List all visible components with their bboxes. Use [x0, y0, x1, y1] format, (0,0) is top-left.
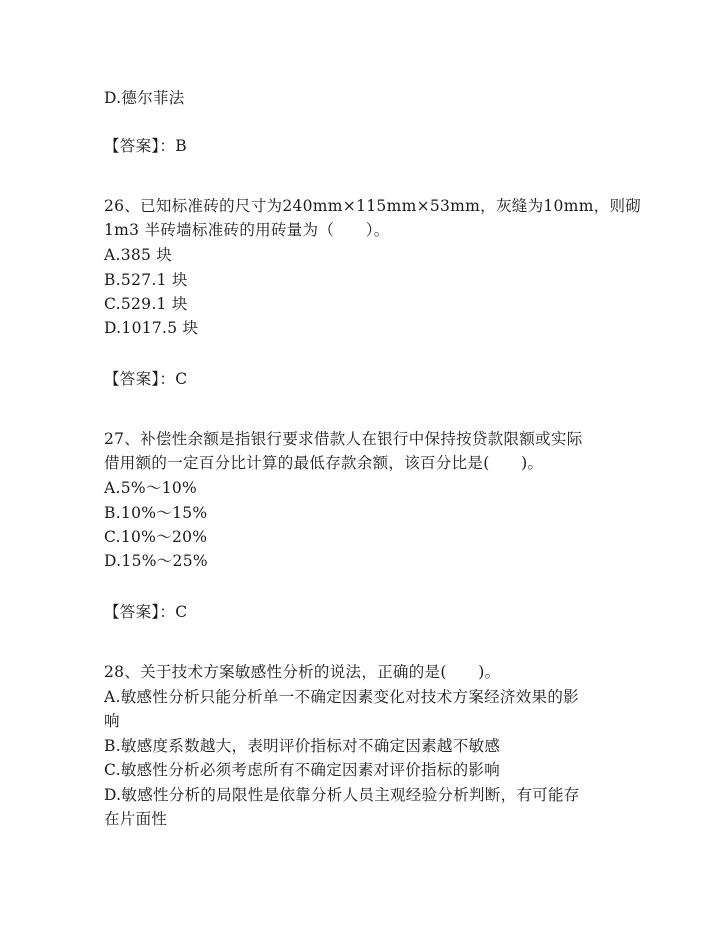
- q28-option-c: C.敏感性分析必须考虑所有不确定因素对评价指标的影响: [104, 761, 501, 779]
- q26-option-c: C.529.1 块: [104, 295, 188, 313]
- q27-option-b: B.10%～15%: [104, 504, 208, 522]
- q28-option-a-line1: A.敏感性分析只能分析单一不确定因素变化对技术方案经济效果的影: [104, 688, 579, 706]
- q27-option-a: A.5%～10%: [104, 479, 198, 497]
- q26-answer: 【答案】：C: [104, 370, 188, 388]
- q25-option-d: D.德尔菲法: [104, 89, 185, 107]
- q28-stem-line1: 28、关于技术方案敏感性分析的说法，正确的是( )。: [104, 663, 501, 681]
- q26-option-b: B.527.1 块: [104, 271, 188, 289]
- q27-stem-line1: 27、补偿性余额是指银行要求借款人在银行中保持按贷款限额或实际: [104, 430, 583, 448]
- q27-answer: 【答案】：C: [104, 603, 188, 621]
- q28-option-a-line2: 响: [104, 712, 120, 730]
- q26-stem-line1: 26、已知标准砖的尺寸为240mm×115mm×53mm，灰缝为10mm，则砌: [104, 197, 642, 215]
- q28-option-d-line1: D.敏感性分析的局限性是依靠分析人员主观经验分析判断，有可能存: [104, 786, 580, 804]
- q28-option-d-line2: 在片面性: [104, 810, 168, 828]
- q27-option-d: D.15%～25%: [104, 552, 208, 570]
- q26-stem-line2: 1m3 半砖墙标准砖的用砖量为（ ）。: [104, 221, 390, 239]
- q26-option-a: A.385 块: [104, 246, 173, 264]
- q26-option-d: D.1017.5 块: [104, 319, 199, 337]
- q25-answer: 【答案】：B: [104, 137, 187, 155]
- q27-option-c: C.10%～20%: [104, 528, 208, 546]
- q27-stem-line2: 借用额的一定百分比计算的最低存款余额，该百分比是( )。: [104, 454, 544, 472]
- q28-option-b: B.敏感度系数越大，表明评价指标对不确定因素越不敏感: [104, 737, 501, 755]
